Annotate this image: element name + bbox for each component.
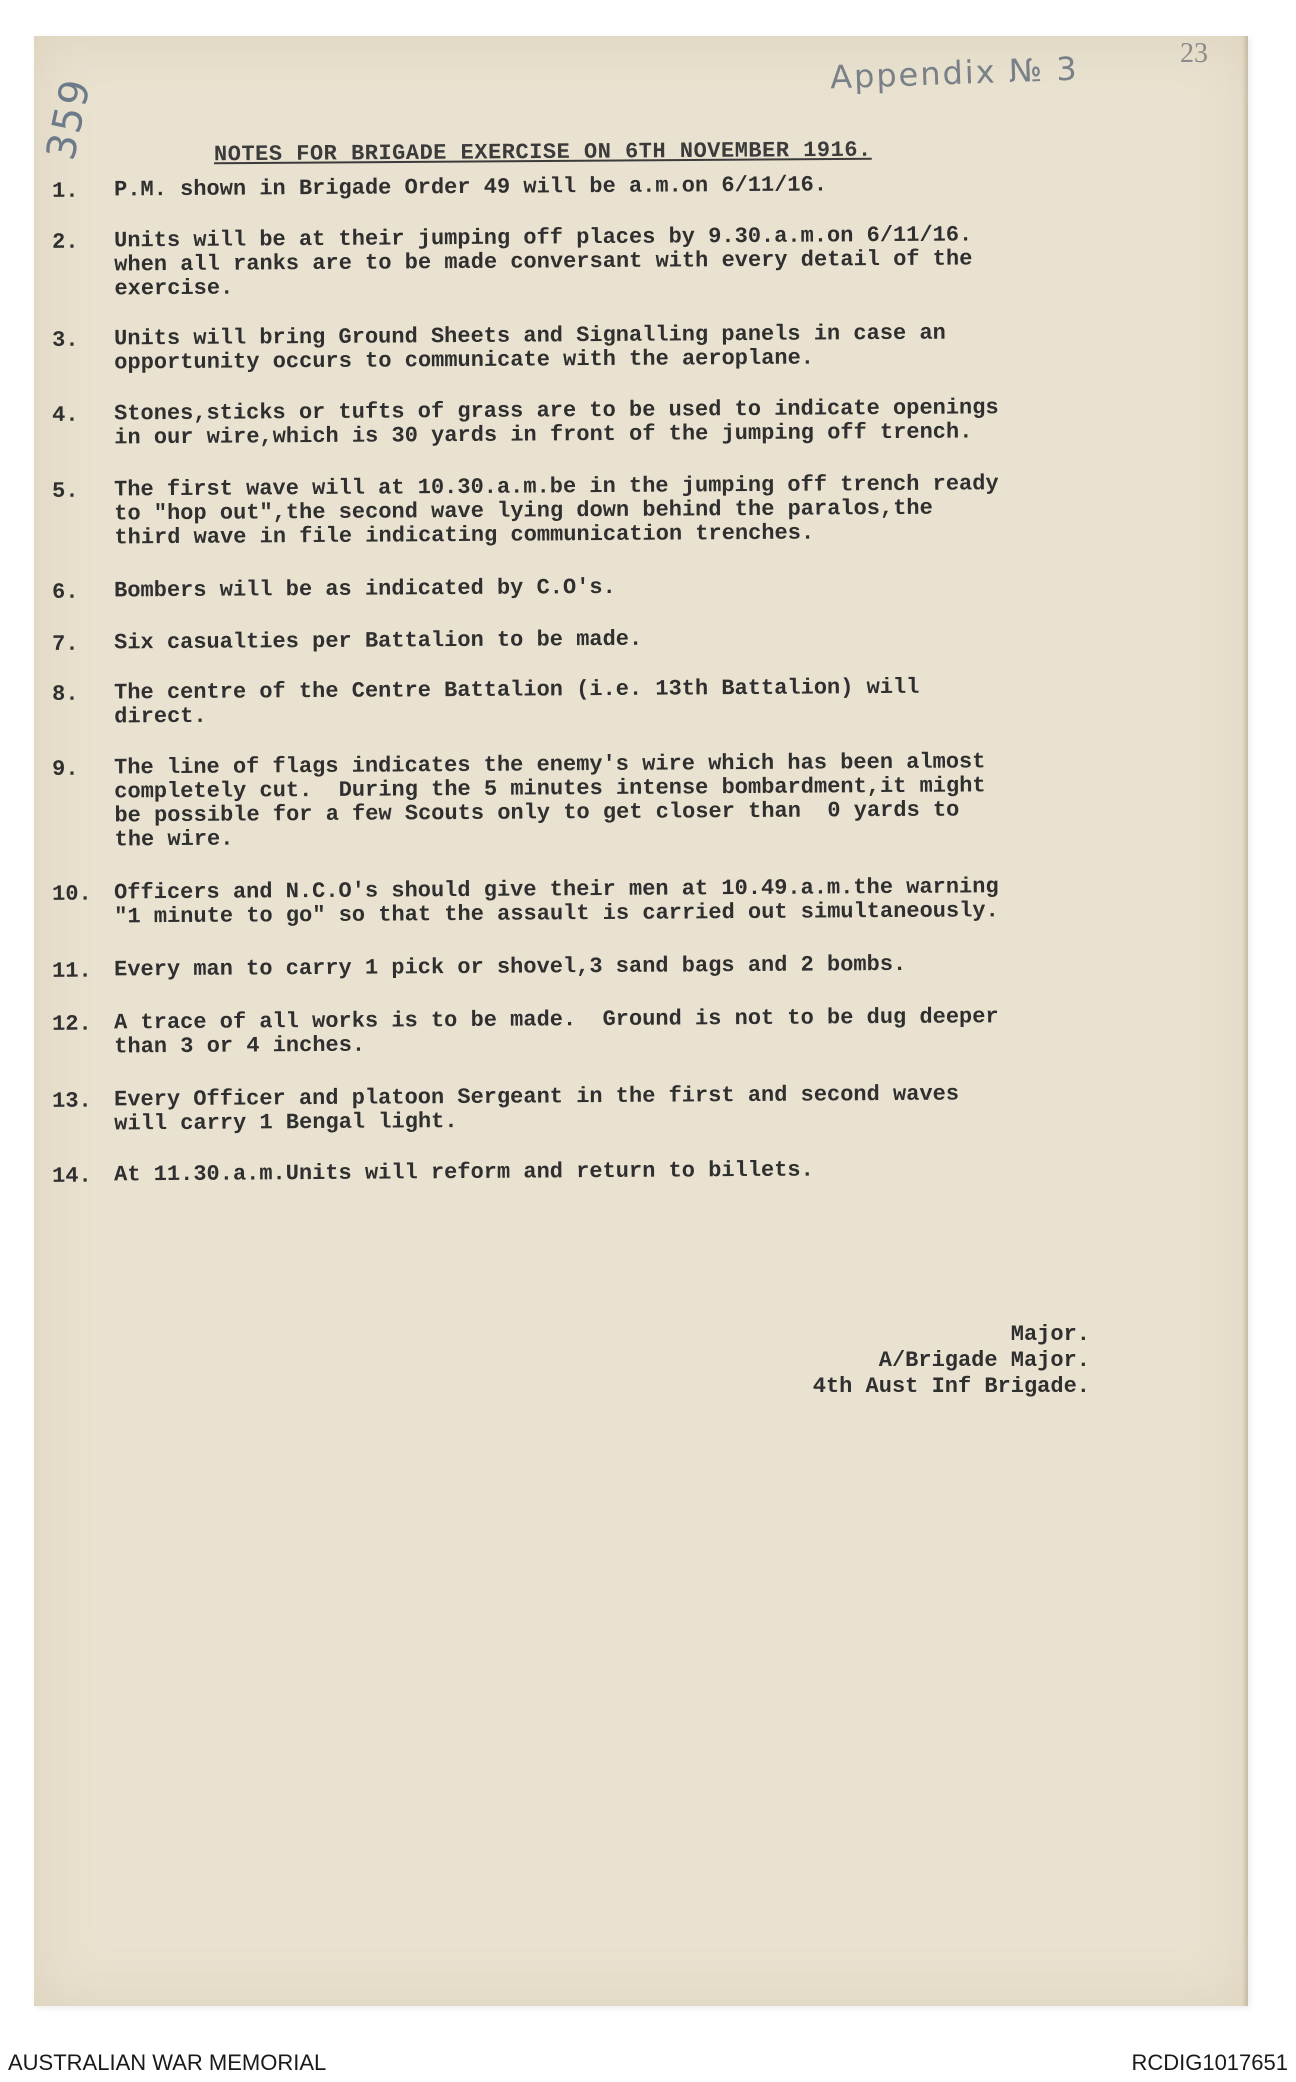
item-number: 14. xyxy=(52,1163,92,1189)
item-text: Stones,sticks or tufts of grass are to be used to indicate openings in our wire,which is 30 yards in front of the jumping off trench. xyxy=(114,395,999,451)
item-number: 13. xyxy=(52,1088,92,1114)
item-number: 1. xyxy=(52,178,79,204)
signature-block xyxy=(760,1322,1090,1400)
item-number: 5. xyxy=(52,478,79,504)
item-number: 3. xyxy=(52,327,79,353)
archive-number: 359 xyxy=(38,73,101,165)
footer-source: AUSTRALIAN WAR MEMORIAL xyxy=(8,2050,327,2075)
item-text: Six casualties per Battalion to be made. xyxy=(114,626,643,656)
folio-number: 23 xyxy=(1180,38,1208,69)
item-number: 8. xyxy=(52,681,79,707)
appendix-label: Appendix № 3 xyxy=(829,49,1080,97)
item-text: Every man to carry 1 pick or shovel,3 sand bags and 2 bombs. xyxy=(114,951,907,983)
item-number: 6. xyxy=(52,579,79,605)
item-text: Officers and N.C.O's should give their men at 10.49.a.m.the warning "1 minute to go" so that the assault is carried out simultaneously. xyxy=(114,874,999,930)
item-text: Bombers will be as indicated by C.O's. xyxy=(114,574,616,604)
item-text: Units will bring Ground Sheets and Signalling panels in case an opportunity occurs to communicate with the aeroplane. xyxy=(114,320,946,376)
item-number: 12. xyxy=(52,1011,92,1037)
signature-unit: 4th Aust Inf Brigade. xyxy=(812,1374,1090,1399)
document-title: NOTES FOR BRIGADE EXERCISE ON 6TH NOVEMBER 1916. xyxy=(213,137,872,168)
signature-rank: Major. xyxy=(1010,1322,1090,1347)
item-number: 2. xyxy=(52,229,79,255)
item-number: 10. xyxy=(52,881,92,907)
item-number: 7. xyxy=(52,631,79,657)
item-text: Every Officer and platoon Sergeant in the first and second waves will carry 1 Bengal light. xyxy=(114,1081,960,1137)
item-number: 4. xyxy=(52,402,79,428)
item-text: The centre of the Centre Battalion (i.e. 13th Battalion) will direct. xyxy=(114,674,920,730)
item-text: A trace of all works is to be made. Ground is not to be dug deeper than 3 or 4 inches. xyxy=(114,1004,999,1060)
item-number: 9. xyxy=(52,756,79,782)
item-number: 11. xyxy=(52,958,92,984)
item-text: The line of flags indicates the enemy's wire which has been almost completely cut. During the 5 minutes intense bombardment,it might be possible for a few Scouts only to get closer than 0 yards to the wire. xyxy=(114,749,986,853)
signature-title: A/Brigade Major. xyxy=(878,1348,1090,1373)
footer-id: RCDIG1017651 xyxy=(1131,2050,1288,2075)
item-text: At 11.30.a.m.Units will reform and return to billets. xyxy=(114,1157,814,1188)
item-text: The first wave will at 10.30.a.m.be in the jumping off trench ready to "hop out",the second wave lying down behind the paralos,the third wave in file indicating communication trenches. xyxy=(114,471,999,551)
item-text: Units will be at their jumping off places by 9.30.a.m.on 6/11/16. when all ranks are to be made conversant with every detail of the exercise. xyxy=(114,222,973,302)
item-text: P.M. shown in Brigade Order 49 will be a.m.on 6/11/16. xyxy=(114,172,828,203)
